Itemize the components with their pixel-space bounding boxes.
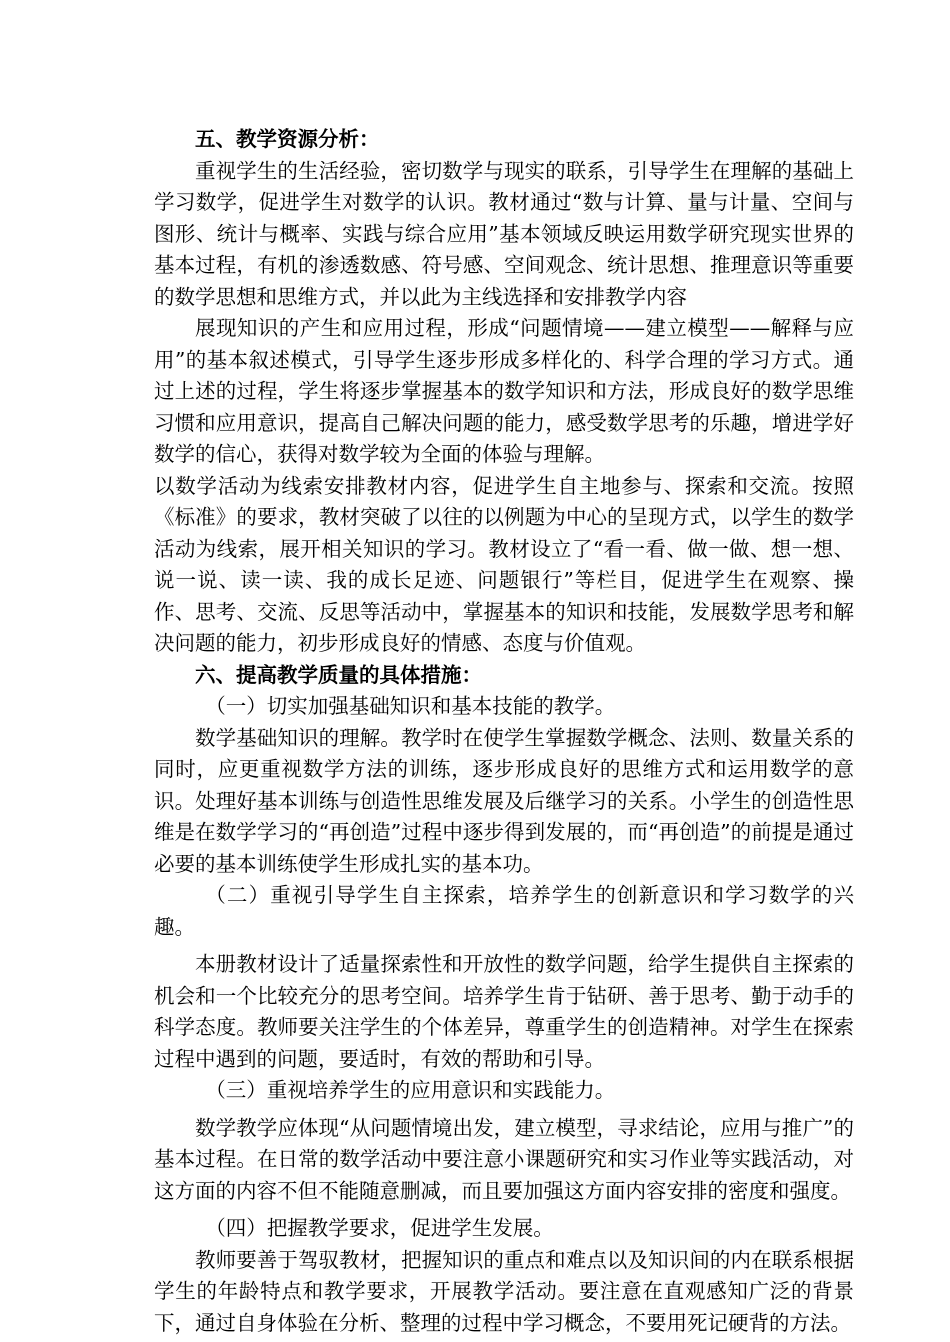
section-heading-resources: 五、教学资源分析： — [195, 127, 380, 151]
paragraph: 教师要善于驾驭教材，把握知识的重点和难点以及知识间的内在联系根据学生的年龄特点和教学要求，开展教学活动。要注意在直观感知广泛的背景下，通过自身体验在分析、整理的过程中学习概念，不要用死记硬背的方法。 — [154, 1247, 854, 1335]
section-heading-measures: 六、提高教学质量的具体措施： — [195, 662, 482, 687]
paragraph: 以数学活动为线索安排教材内容，促进学生自主地参与、探索和交流。按照《标准》的要求，教材突破了以往的以例题为中心的呈现方式，以学生的数学活动为线索，展开相关知识的学习。教材设立了“看一看、做一做、想一想、说一说、读一读、我的成长足迹、问题银行”等栏目，促进学生在观察、操作、思考、交流、反思等活动中，掌握基本的知识和技能，发展数学思考和解决问题的能力，初步形成良好的情感、态度与价值观。 — [154, 473, 854, 655]
subheading: （一）切实加强基础知识和基本技能的教学。 — [205, 694, 616, 718]
paragraph: 展现知识的产生和应用过程，形成“问题情境——建立模型——解释与应用”的基本叙述模式，引导学生逐步形成多样化的、科学合理的学习方式。通过上述的过程，学生将逐步掌握基本的数学知识和方法，形成良好的数学思维习惯和应用意识，提高自己解决问题的能力，感受数学思考的乐趣，增进学好数学的信心，获得对数学较为全面的体验与理解。 — [154, 316, 854, 466]
paragraph: 数学教学应体现“从问题情境出发，建立模型，寻求结论，应用与推广”的基本过程。在日常的数学活动中要注意小课题研究和实习作业等实践活动，对这方面的内容不但不能随意删减，而且要加强这方面内容安排的密度和强度。 — [154, 1115, 854, 1203]
subheading: （四）把握教学要求，促进学生发展。 — [205, 1216, 554, 1240]
paragraph: 本册教材设计了适量探索性和开放性的数学问题，给学生提供自主探索的机会和一个比较充分的思考空间。培养学生肯于钻研、善于思考、勤于动手的科学态度。教师要关注学生的个体差异，尊重学生的创造精神。对学生在探索过程中遇到的问题，要适时，有效的帮助和引导。 — [154, 952, 854, 1071]
paragraph: 重视学生的生活经验，密切数学与现实的联系，引导学生在理解的基础上学习数学，促进学生对数学的认识。教材通过“数与计算、量与计量、空间与图形、统计与概率、实践与综合应用”基本领域反映运用数学研究现实世界的基本过程，有机的渗透数感、符号感、空间观念、统计思想、推理意识等重要的数学思想和思维方式，并以此为主线选择和安排教学内容 — [154, 158, 854, 309]
document-page — [154, 124, 854, 1339]
paragraph: 数学基础知识的理解。教学时在使学生掌握数学概念、法则、数量关系的同时，应更重视数学方法的训练，逐步形成良好的思维方式和运用数学的意识。处理好基本训练与创造性思维发展及后继学习的关系。小学生的创造性思维是在数学学习的“再创造”过程中逐步得到发展的，而“再创造”的前提是通过必要的基本训练使学生形成扎实的基本功。 — [154, 725, 854, 876]
subheading: （三）重视培养学生的应用意识和实践能力。 — [205, 1078, 616, 1102]
subheading: （二）重视引导学生自主探索，培养学生的创新意识和学习数学的兴趣。 — [154, 883, 854, 939]
